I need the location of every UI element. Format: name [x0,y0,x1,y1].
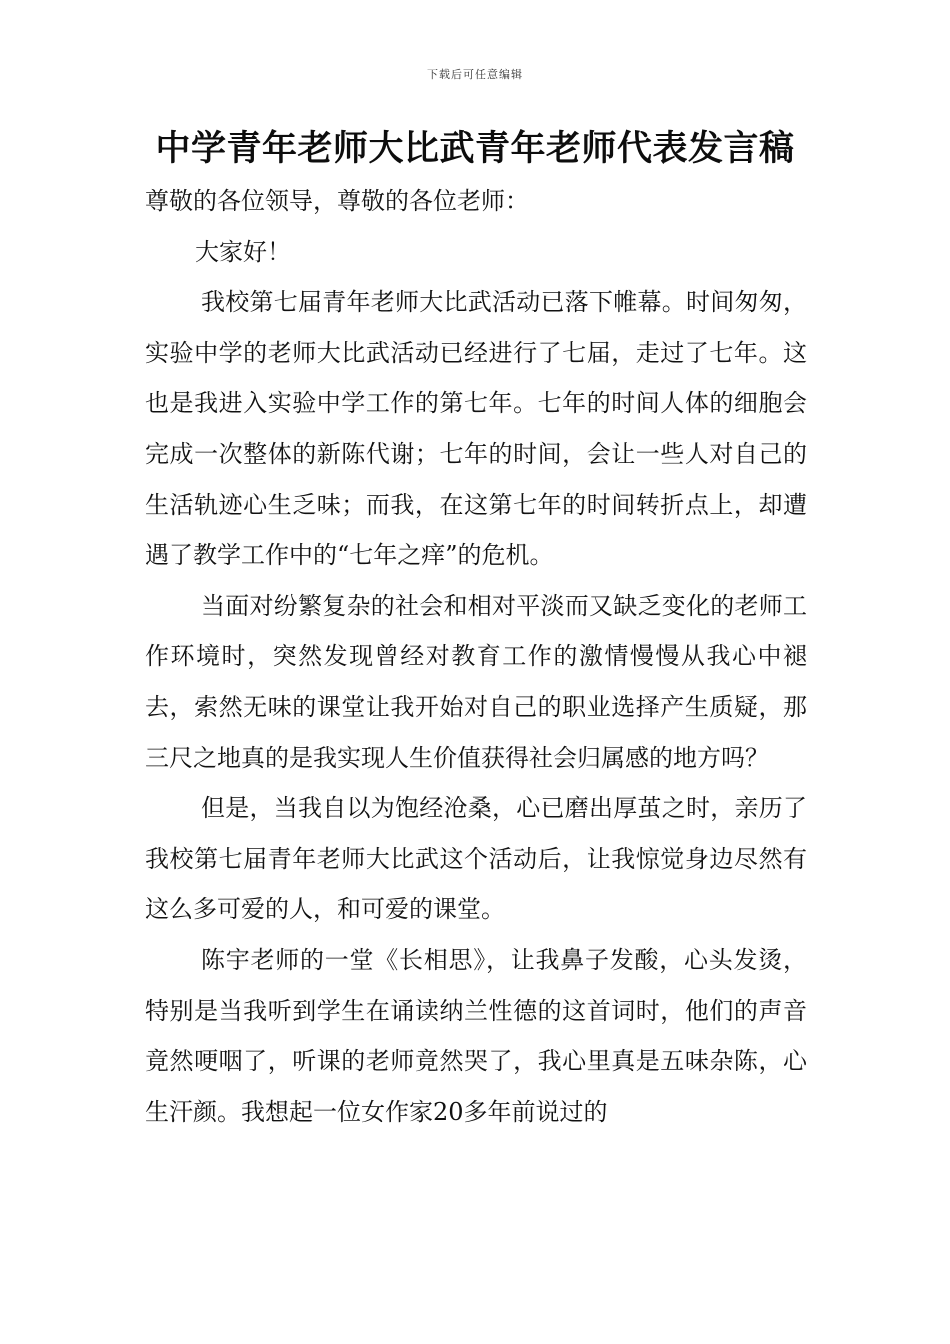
paragraph-1: 我校第七届青年老师大比武活动已落下帷幕。时间匆匆，实验中学的老师大比武活动已经进行了七届，走过了七年。这也是我进入实验中学工作的第七年。七年的时间人体的细胞会完成一次整体的新陈代谢；七年的时间，会让一些人对自己的生活轨迹心生乏味；而我，在这第七年的时间转折点上，却遭遇了教学工作中的“七年之痒”的危机。 [145,288,807,570]
header-note: 下载后可任意编辑 [427,68,523,81]
paragraph-2: 当面对纷繁复杂的社会和相对平淡而又缺乏变化的老师工作环境时，突然发现曾经对教育工作的激情慢慢从我心中褪去，索然无味的课堂让我开始对自己的职业选择产生质疑，那三尺之地真的是我实现人生价值获得社会归属感的地方吗？ [145,591,807,772]
paragraph-4: 陈宇老师的一堂《长相思》，让我鼻子发酸，心头发烫，特别是当我听到学生在诵读纳兰性德的这首词时，他们的声音竟然哽咽了，听课的老师竟然哭了，我心里真是五味杂陈，心生汗颜。我想起一位女作家20多年前说过的 [145,945,807,1126]
document-body [145,176,807,1137]
salutation: 尊敬的各位领导，尊敬的各位老师： [145,187,529,215]
document-title: 中学青年老师大比武青年老师代表发言稿 [155,129,795,169]
paragraph-3: 但是，当我自以为饱经沧桑，心已磨出厚茧之时，亲历了我校第七届青年老师大比武这个活动后，让我惊觉身边尽然有这么多可爱的人，和可爱的课堂。 [145,794,807,924]
greeting: 大家好！ [195,237,291,266]
